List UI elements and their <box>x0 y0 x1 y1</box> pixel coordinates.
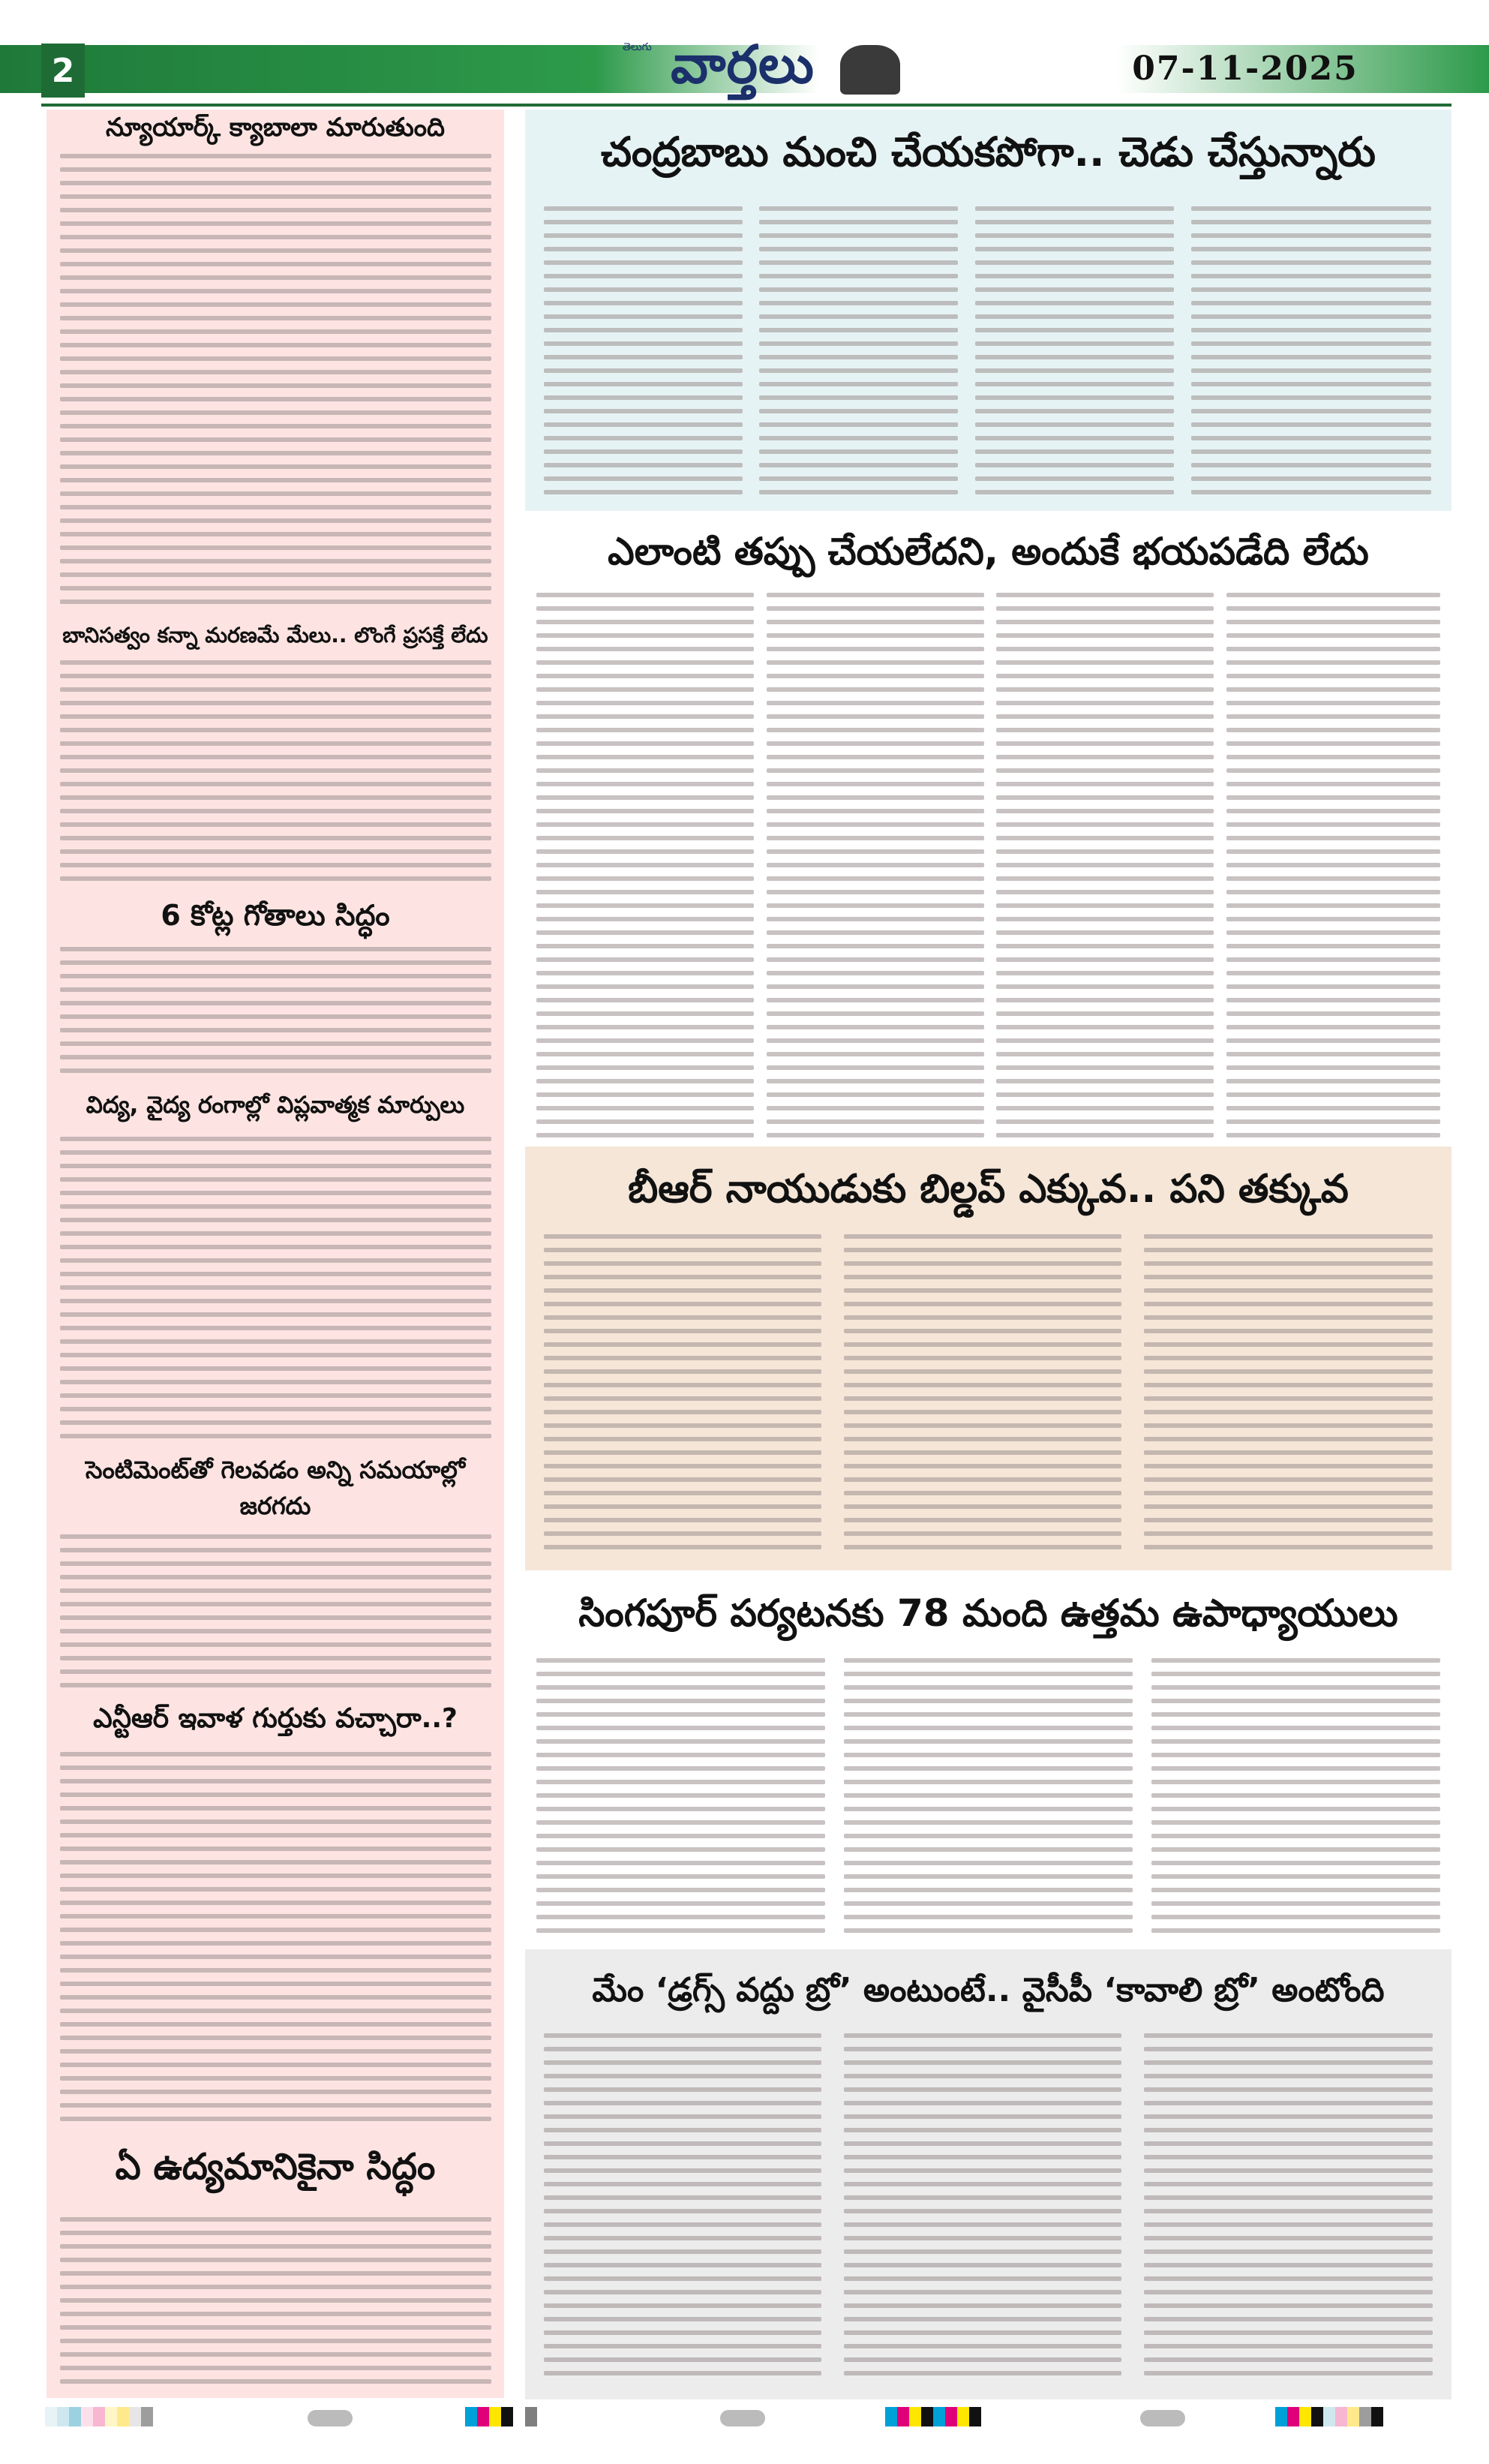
left-article-2-body <box>60 660 491 893</box>
page-number: 2 <box>41 44 85 98</box>
main-article-2-col-3 <box>996 593 1214 1140</box>
main-article-5-col-2 <box>844 2033 1121 2386</box>
color-bar-left <box>45 2407 153 2428</box>
main-article-2-col-2 <box>767 593 984 1140</box>
left-headline-4: విద్య, వైద్య రంగాల్లో విప్లవాత్మక మార్పులు <box>86 1092 465 1119</box>
left-article-6-body <box>60 1752 491 2135</box>
registration-mark <box>1140 2410 1185 2426</box>
main-headline-5: మేం ‘డ్రగ్స్ వద్దు బ్రో’ అంటుంటే.. వైసీపీ ‘కావాలి బ్రో’ అంటోంది <box>592 1971 1385 2009</box>
left-headline-1: న్యూయార్క్ క్యాబాలా మారుతుంది <box>106 113 445 143</box>
main-article-2-col-4 <box>1226 593 1440 1140</box>
left-headline-3: 6 కోట్ల గోతాలు సిద్ధం <box>161 899 390 932</box>
main-headline-2: ఎలాంటి తప్పు చేయలేదని, అందుకే భయపడేది లేదు <box>608 530 1369 573</box>
left-article-7-body <box>60 2217 491 2390</box>
main-article-5-col-3 <box>1144 2033 1433 2386</box>
left-headline-5: సెంటిమెంట్‌తో గెలవడం అన్ని సమయాల్లో జరగదు <box>86 1456 465 1520</box>
main-article-5-col-1 <box>544 2033 821 2386</box>
registration-mark <box>308 2410 353 2426</box>
color-bar-center-left <box>465 2407 537 2428</box>
masthead-logo-icon <box>840 45 900 95</box>
main-article-1-col-2 <box>759 206 958 503</box>
main-headline-3: బీఆర్ నాయుడుకు బిల్డప్ ఎక్కువ.. పని తక్కువ <box>628 1167 1349 1212</box>
left-headline-6: ఎన్టీఆర్ ఇవాళ గుర్తుకు వచ్చారా..? <box>93 1703 458 1734</box>
registration-mark <box>720 2410 765 2426</box>
main-article-1-col-1 <box>544 206 743 503</box>
issue-date: 07-11-2025 <box>1132 50 1358 88</box>
main-article-3-col-3 <box>1144 1234 1433 1557</box>
main-article-2-col-1 <box>536 593 754 1140</box>
color-bar-right <box>1275 2407 1383 2428</box>
main-article-3-col-1 <box>544 1234 821 1557</box>
left-headline-2: బానిసత్వం కన్నా మరణమే మేలు.. లొంగే ప్రసక్తే లేదు <box>62 623 488 648</box>
left-article-3-body <box>60 947 491 1082</box>
left-article-4-body <box>60 1137 491 1444</box>
main-article-1-col-3 <box>975 206 1174 503</box>
left-article-5-body <box>60 1534 491 1692</box>
main-article-1-col-4 <box>1191 206 1431 503</box>
color-bar-center-right <box>885 2407 981 2428</box>
main-headline-4: సింగపూర్ పర్యటనకు 78 మంది ఉత్తమ ఉపాధ్యాయులు <box>578 1591 1398 1635</box>
masthead-title: వార్తలు <box>671 33 815 95</box>
main-article-4-col-1 <box>536 1658 825 1943</box>
header-rule <box>41 104 1451 107</box>
masthead-tagline: తెలుగు <box>623 41 652 53</box>
main-article-4-col-2 <box>844 1658 1133 1943</box>
main-headline-1: చంద్రబాబు మంచి చేయకపోగా.. చెడు చేస్తున్నారు <box>601 128 1376 176</box>
left-headline-7: ఏ ఉద్యమానికైనా సిద్ధం <box>115 2146 436 2188</box>
main-article-4-col-3 <box>1151 1658 1440 1943</box>
left-article-1-body <box>60 154 491 619</box>
main-article-3-col-2 <box>844 1234 1121 1557</box>
